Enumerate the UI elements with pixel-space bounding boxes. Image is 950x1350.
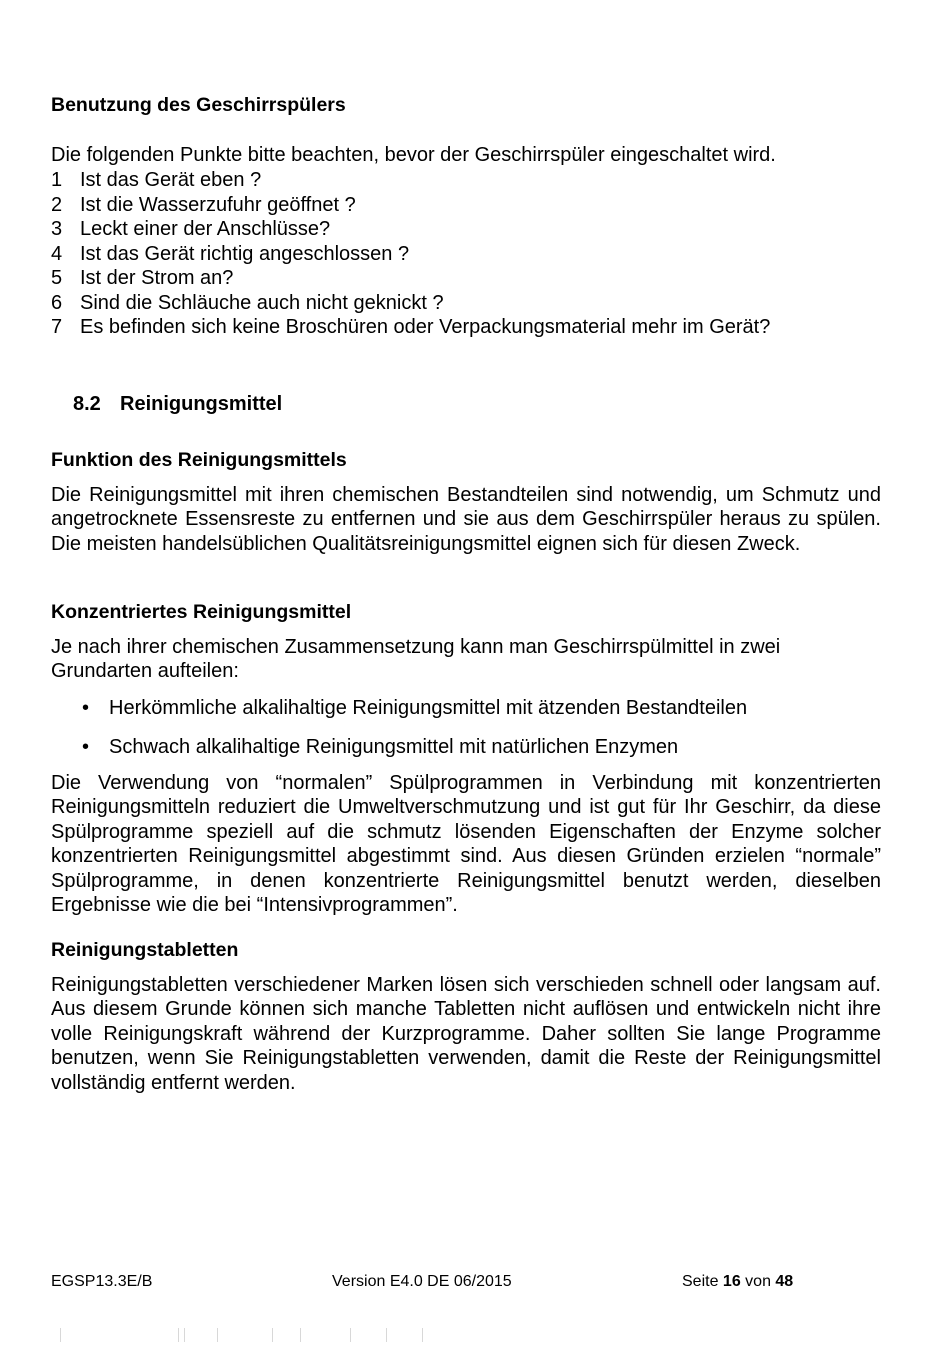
checklist-item bbox=[51, 266, 770, 291]
footer-version: Version E4.0 DE 06/2015 bbox=[332, 1273, 512, 1290]
checklist-text: Ist das Gerät richtig angeschlossen ? bbox=[80, 242, 410, 265]
checklist-number: 1 bbox=[51, 169, 63, 191]
checklist-item bbox=[51, 217, 770, 242]
usage-intro: Die folgenden Punkte bitte beachten, bevor der Geschirrspüler eingeschaltet wird. bbox=[51, 144, 776, 166]
checklist-item bbox=[51, 168, 770, 193]
concentrated-intro: Je nach ihrer chemischen Zusammensetzung kann man Geschirrspülmittel in zwei Grundarten aufteilen: bbox=[51, 636, 781, 683]
page-mid: von bbox=[740, 1273, 776, 1290]
function-heading: Funktion des Reinigungsmittels bbox=[51, 449, 347, 471]
checklist-text: Es befinden sich keine Broschüren oder Verpackungsmaterial mehr im Gerät? bbox=[80, 316, 771, 338]
bullet-dot: • bbox=[82, 736, 90, 758]
concentrated-text: Die Verwendung von “normalen” Spülprogrammen in Verbindung mit konzentrierten Reinigungsmitteln reduziert die Umweltverschmutzung und ist gut für Ihr Geschirr, da diese Spülprogramme speziell auf die schmutz lösenden Eigenschaften der Enzyme solcher konzentrierten Reinigungsmittel abgestimmt sind. Aus diesen Gründen erzielen “normale” Spülprogramme, in denen konzentrierte Reinigungsmittel benutzt werden, dieselben Ergebnisse wie die bei “Intensivprogrammen”. bbox=[51, 772, 881, 917]
bullet-item bbox=[51, 696, 747, 735]
usage-checklist bbox=[51, 168, 770, 340]
checklist-text: Ist die Wasserzufuhr geöffnet ? bbox=[80, 193, 356, 216]
checklist-number: 7 bbox=[51, 316, 63, 338]
checklist-number: 4 bbox=[51, 242, 63, 265]
checklist-number: 6 bbox=[51, 291, 63, 314]
concentrated-bullet-list bbox=[51, 696, 747, 774]
checklist-item bbox=[51, 193, 770, 218]
footer-page-number bbox=[682, 1272, 793, 1292]
section-number: 8.2 bbox=[73, 392, 101, 415]
page-current: 16 bbox=[722, 1273, 741, 1290]
checklist-number: 3 bbox=[51, 218, 63, 240]
checklist-text: Leckt einer der Anschlüsse? bbox=[80, 218, 331, 240]
checklist-text: Ist das Gerät eben ? bbox=[80, 169, 262, 191]
checklist-item bbox=[51, 242, 770, 267]
tablets-text: Reinigungstabletten verschiedener Marken lösen sich verschieden schnell oder langsam auf. Aus diesem Grunde können sich manche Tabletten nicht auflösen und entwickeln nicht ihre volle Reinigungskraft während der Kurzprogramme. Daher sollten Sie lange Programme benutzen, wenn Sie Reinigungstabletten verwenden, damit die Reste der Reinigungsmittel vollständig entfernt werden. bbox=[51, 974, 881, 1094]
tablets-heading: Reinigungstabletten bbox=[51, 939, 239, 961]
checklist-text: Sind die Schläuche auch nicht geknickt ? bbox=[80, 291, 444, 314]
section-heading bbox=[73, 392, 282, 416]
scan-artifact-marks bbox=[60, 1328, 440, 1342]
bullet-dot: • bbox=[82, 697, 90, 719]
checklist-text: Ist der Strom an? bbox=[80, 267, 234, 289]
section-title: Reinigungsmittel bbox=[120, 392, 283, 415]
checklist-item bbox=[51, 315, 770, 340]
page-total: 48 bbox=[775, 1273, 794, 1290]
checklist-item bbox=[51, 291, 770, 316]
bullet-item bbox=[51, 735, 747, 774]
function-text: Die Reinigungsmittel mit ihren chemischen Bestandteilen sind notwendig, um Schmutz und angetrocknete Essensreste zu entfernen und sie aus dem Geschirrspüler heraus zu spülen. Die meisten handelsüblichen Qualitätsreinigungsmittel eignen sich für diesen Zweck. bbox=[51, 484, 881, 555]
concentrated-heading: Konzentriertes Reinigungsmittel bbox=[51, 601, 352, 623]
usage-heading: Benutzung des Geschirrspülers bbox=[51, 94, 346, 116]
page-prefix: Seite bbox=[682, 1273, 723, 1290]
checklist-number: 2 bbox=[51, 193, 63, 216]
bullet-text: Schwach alkalihaltige Reinigungsmittel mit natürlichen Enzymen bbox=[109, 736, 679, 758]
bullet-text: Herkömmliche alkalihaltige Reinigungsmittel mit ätzenden Bestandteilen bbox=[109, 697, 748, 719]
footer-model: EGSP13.3E/B bbox=[51, 1273, 153, 1290]
checklist-number: 5 bbox=[51, 267, 63, 289]
